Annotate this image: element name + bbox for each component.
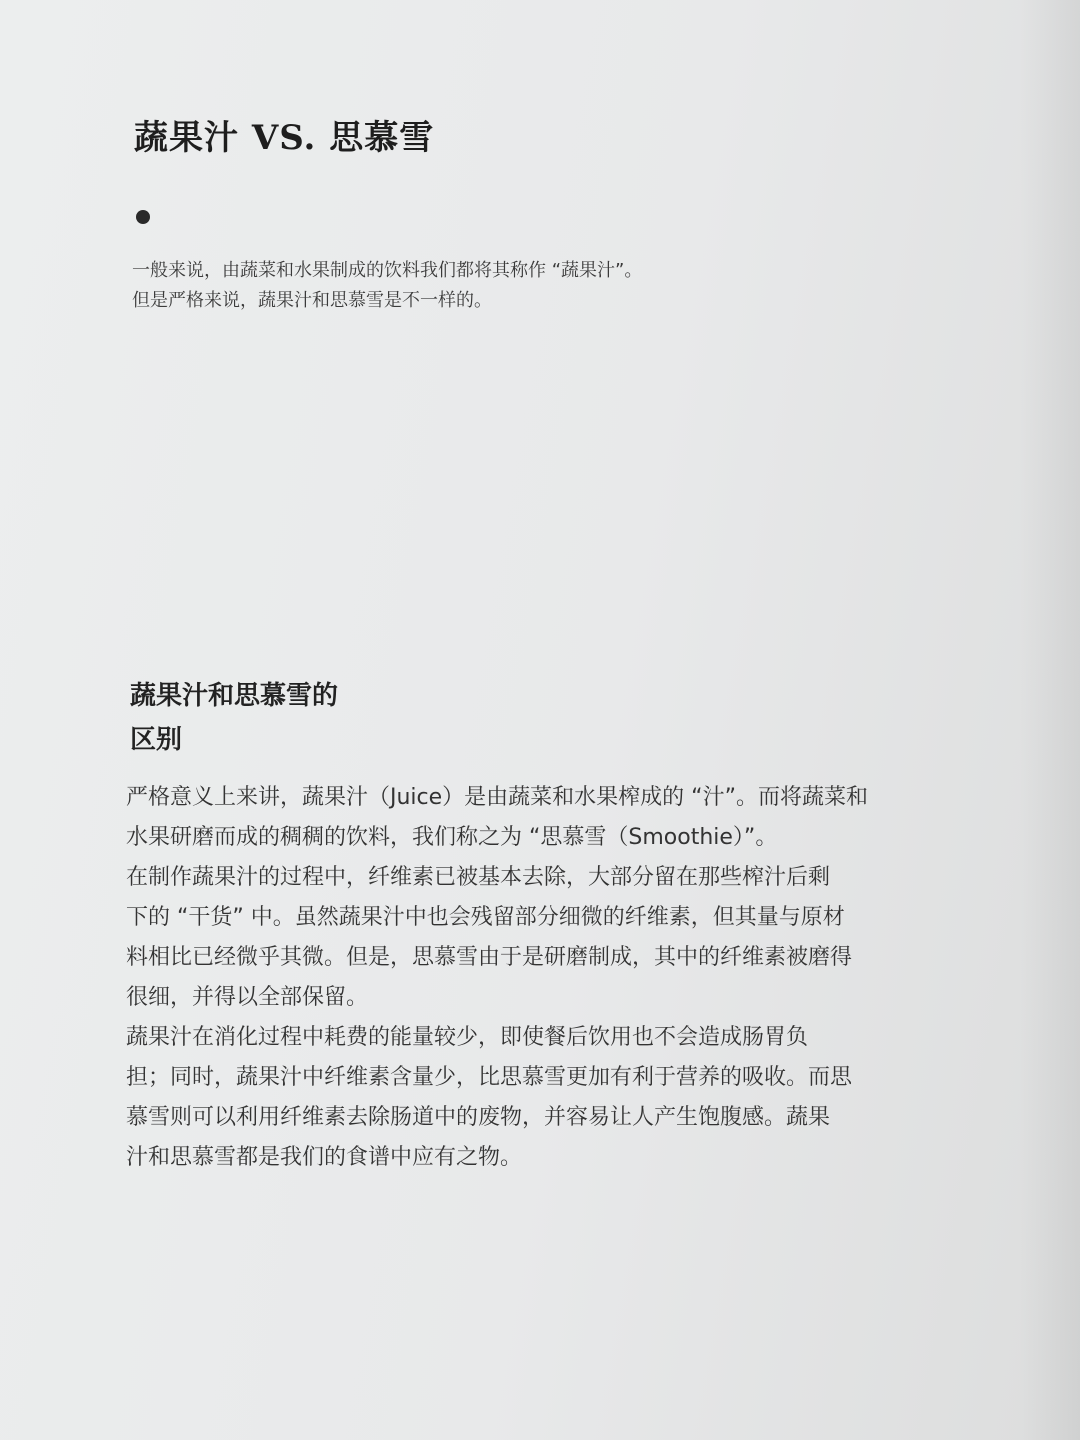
section-heading-line: 蔬果汁和思慕雪的 [130,681,339,711]
body-line: 很细，并得以全部保留。 [126,985,369,1010]
body-line: 在制作蔬果汁的过程中，纤维素已被基本去除，大部分留在那些榨汁后剩 [126,865,831,890]
body-paragraph [126,1018,986,1178]
body-line: 蔬果汁在消化过程中耗费的能量较少，即使餐后饮用也不会造成肠胃负 [126,1025,809,1050]
body-line: 慕雪则可以利用纤维素去除肠道中的废物，并容易让人产生饱腹感。蔬果 [126,1105,831,1130]
intro-line: 但是严格来说，蔬果汁和思慕雪是不一样的。 [132,290,492,311]
section-heading-line: 区别 [130,725,183,755]
body-line: 料相比已经微乎其微。但是，思慕雪由于是研磨制成，其中的纤维素被磨得 [126,945,853,970]
bullet-dot-icon [136,210,150,224]
section-heading [130,674,630,762]
body-paragraph [126,858,986,1018]
page-fold-shadow [1020,0,1080,1440]
body-paragraph [126,778,986,858]
intro-line: 一般来说，由蔬菜和水果制成的饮料我们都将其称作 “蔬果汁”。 [132,260,643,281]
page-title: 蔬果汁 VS. 思慕雪 [134,118,435,158]
body-line: 汁和思慕雪都是我们的食谱中应有之物。 [126,1145,523,1170]
body-text [126,778,986,1178]
body-line: 水果研磨而成的稠稠的饮料，我们称之为 “思慕雪（Smoothie）”。 [126,825,778,850]
body-line: 下的 “干货” 中。虽然蔬果汁中也会残留部分细微的纤维素，但其量与原材 [126,905,845,930]
intro-paragraph [132,256,832,316]
body-line: 严格意义上来讲，蔬果汁（Juice）是由蔬菜和水果榨成的 “汁”。而将蔬菜和 [126,785,868,810]
body-line: 担；同时，蔬果汁中纤维素含量少，比思慕雪更加有利于营养的吸收。而思 [126,1065,853,1090]
